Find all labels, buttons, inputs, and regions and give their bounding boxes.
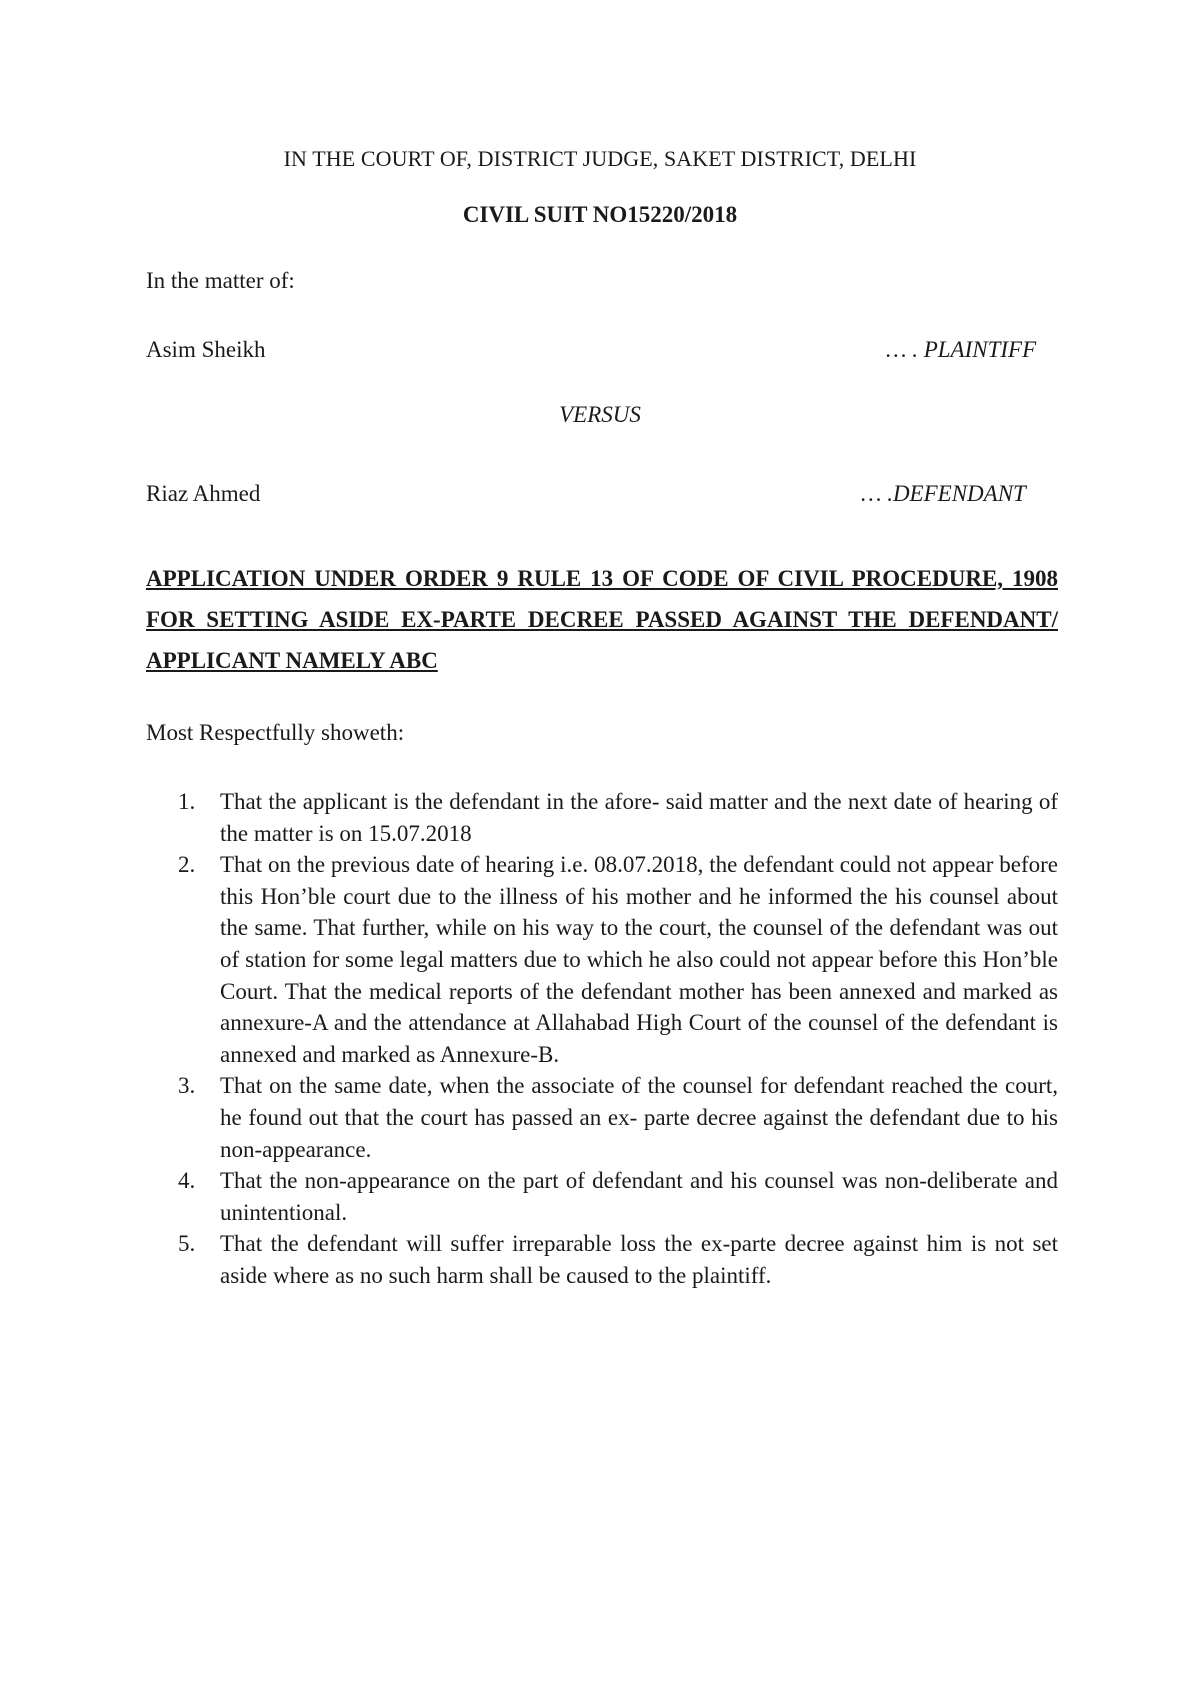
list-item [146, 849, 1058, 1070]
plaintiff-role: … . PLAINTIFF [886, 337, 1037, 362]
paragraph-number: 1. [178, 789, 196, 814]
defendant-name: Riaz Ahmed [146, 481, 261, 506]
court-heading: IN THE COURT OF, DISTRICT JUDGE, SAKET DISTRICT, DELHI [283, 146, 917, 171]
paragraph-text: That on the same date, when the associate of the counsel for defendant reached the court, he found out that the court has passed an ex- parte decree against the defendant due to his non-appearance. [220, 1073, 1058, 1162]
defendant-role: … .DEFENDANT [861, 481, 1026, 506]
list-item [146, 1228, 1058, 1291]
salutation: Most Respectfully showeth: [146, 720, 405, 745]
paragraph-text: That on the previous date of hearing i.e. 08.07.2018, the defendant could not appear before this Hon’ble court due to the illness of his mother and he informed the his counsel about the same. That further, while on his way to the court, the counsel of the defendant was out of station for some legal matters due to which he also could not appear before this Hon’ble Court. That the medical reports of the defendant mother has been annexed and marked as annexure-A and the attendance at Allahabad High Court of the counsel of the defendant is annexed and marked as Annexure-B. [220, 852, 1058, 1067]
suit-number: CIVIL SUIT NO15220/2018 [462, 202, 738, 227]
versus-label: VERSUS [559, 402, 641, 427]
plaintiff-name: Asim Sheikh [146, 337, 266, 362]
paragraph-number: 5. [178, 1231, 196, 1257]
list-item [146, 1070, 1058, 1165]
paragraph-number: 4. [178, 1168, 196, 1194]
defendant-row [146, 481, 1058, 507]
paragraph-number: 2. [178, 852, 196, 878]
paragraph-text: That the non-appearance on the part of defendant and his counsel was non-deliberate and unintentional. [220, 1168, 1058, 1225]
paragraph-text: That the applicant is the defendant in the afore- said matter and the next date of hearing of the matter is on 15.07.2018 [220, 789, 1058, 846]
paragraph-number: 3. [178, 1073, 196, 1099]
list-item [146, 1165, 1058, 1228]
matter-of-label: In the matter of: [146, 268, 295, 293]
paragraph-list [146, 786, 1058, 1292]
list-item [146, 786, 1058, 849]
plaintiff-row [146, 337, 1058, 363]
paragraph-text: That the defendant will suffer irreparable loss the ex-parte decree against him is not set aside where as no such harm shall be caused to the plaintiff. [220, 1231, 1058, 1288]
application-title: APPLICATION UNDER ORDER 9 RULE 13 OF CODE OF CIVIL PROCEDURE, 1908 FOR SETTING ASIDE EX-PARTE DECREE PASSED AGAINST THE DEFENDANT/ APPLICANT NAMELY ABC [146, 566, 1058, 673]
